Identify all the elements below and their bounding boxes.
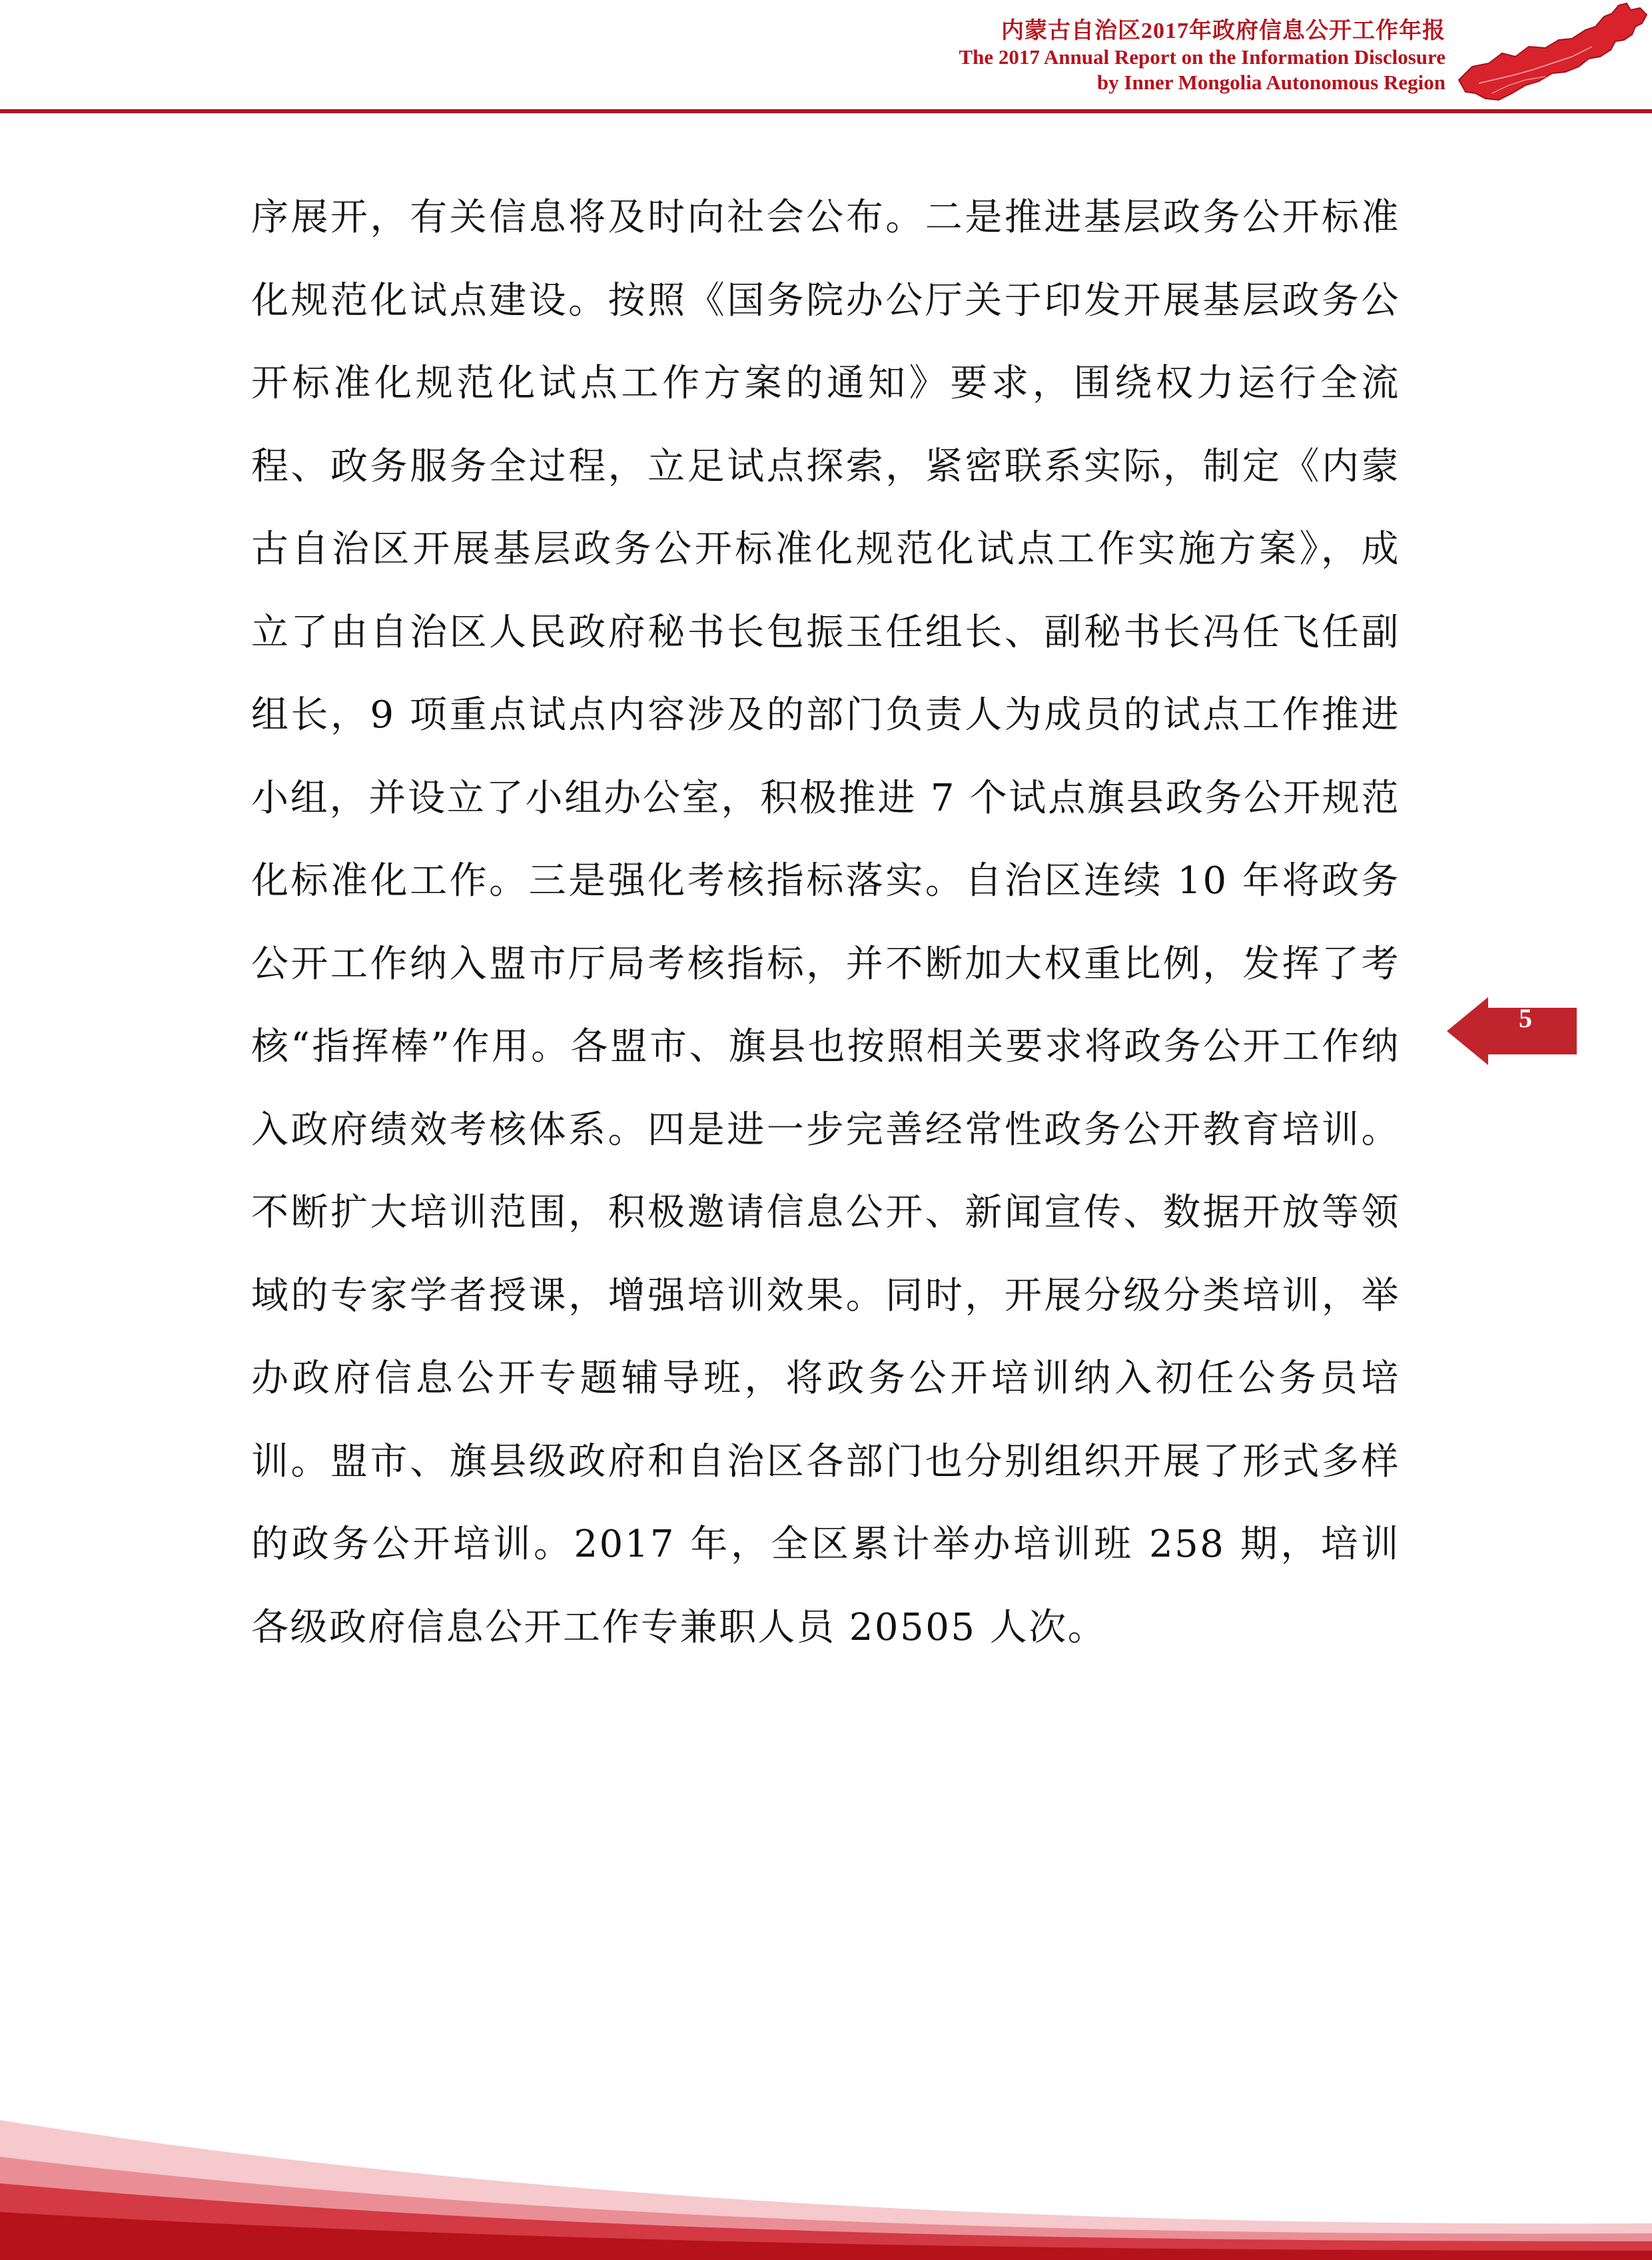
body-paragraph: 序展开，有关信息将及时向社会公布。二是推进基层政务公开标准化规范化试点建设。按照《国务院办公厅关于印发开展基层政务公开标准化规范化试点工作方案的通知》要求，围绕权力运行全流程、政务服务全过程，立足试点探索，紧密联系实际，制定《内蒙古自治区开展基层政务公开标准化规范化试点工作实施方案》，成立了由自治区人民政府秘书长包振玉任组长、副秘书长冯任飞任副组长，9 项重点试点内容涉及的部门负责人为成员的试点工作推进小组，并设立了小组办公室，积极推进 7 个试点旗县政务公开规范化标准化工作。三是强化考核指标落实。自治区连续 10 年将政务公开工作纳入盟市厅局考核指标，并不断加大权重比例，发挥了考核“指挥棒”作用。各盟市、旗县也按照相关要求将政务公开工作纳入政府绩效考核体系。四是进一步完善经常性政务公开教育培训。不断扩大培训范围，积极邀请信息公开、新闻宣传、数据开放等领域的专家学者授课，增强培训效果。同时，开展分级分类培训，举办政府信息公开专题辅导班，将政务公开培训纳入初任公务员培训。盟市、旗县级政府和自治区各部门也分别组织开展了形式多样的政务公开培训。2017 年，全区累计举办培训班 258 期，培训各级政府信息公开工作专兼职人员 20505 人次。 xyxy=(251,196,1401,1649)
page-number: 5 xyxy=(1519,1003,1532,1033)
header-rule xyxy=(0,109,1652,113)
footer-wave xyxy=(0,2100,1652,2260)
header-title-cn: 内蒙古自治区2017年政府信息公开工作年报 xyxy=(1001,19,1446,43)
page-header xyxy=(0,0,1652,117)
header-title-en-line1: The 2017 Annual Report on the Information Disclosure xyxy=(959,45,1446,69)
body-text xyxy=(251,177,1400,1669)
header-title-en-line2: by Inner Mongolia Autonomous Region xyxy=(1096,71,1446,95)
header-title-block xyxy=(959,17,1446,95)
inner-mongolia-map-icon xyxy=(1452,0,1652,110)
